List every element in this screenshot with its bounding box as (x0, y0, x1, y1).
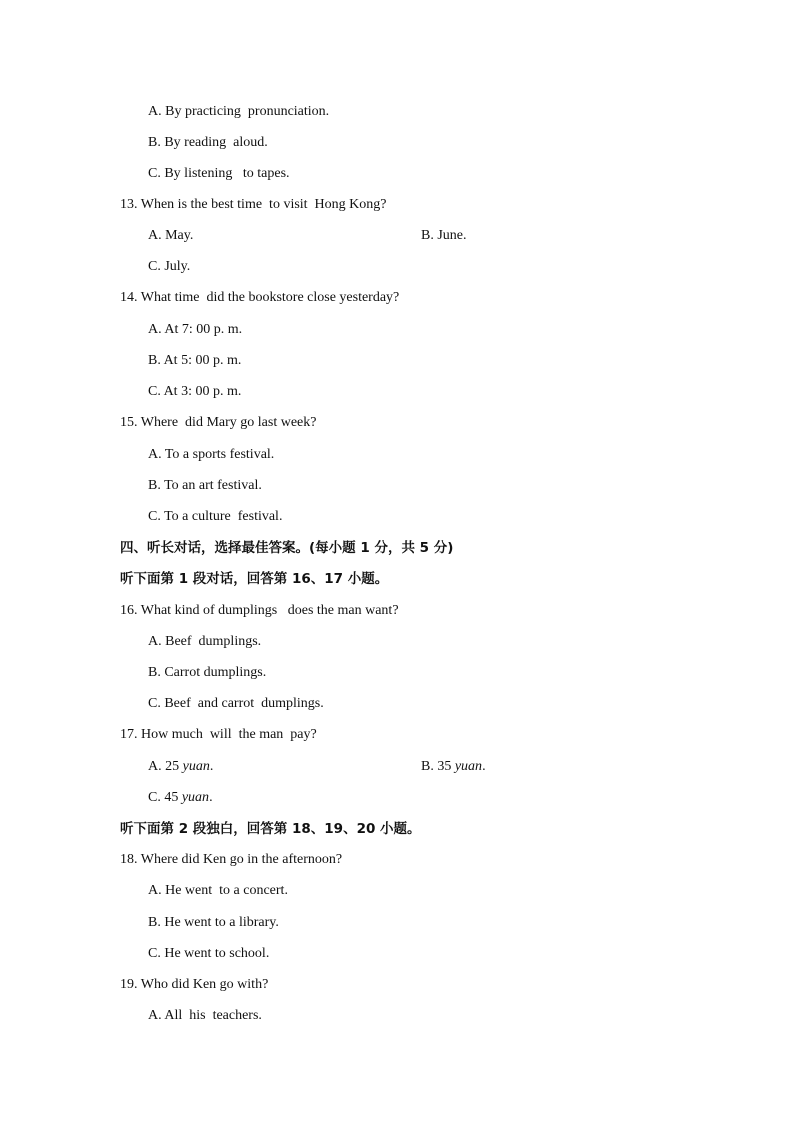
q17-option-c-amount: C. 45 (148, 790, 182, 805)
q12-option-b: B. By reading aloud. (148, 135, 268, 150)
q19-question: 19. Who did Ken go with? (120, 977, 269, 992)
q17-option-b-amount: B. 35 (421, 759, 455, 774)
q16-question: 16. What kind of dumplings does the man want? (120, 603, 399, 618)
q15-question: 15. Where did Mary go last week? (120, 415, 317, 430)
q18-option-c: C. He went to school. (148, 946, 270, 961)
q13-option-a: A. May. (148, 228, 194, 243)
q17-option-a-amount: A. 25 (148, 759, 183, 774)
q17-option-c: C. 45 yuan. (148, 790, 213, 805)
q17-option-a-unit: yuan (182, 759, 210, 774)
q18-question: 18. Where did Ken go in the afternoon? (120, 852, 343, 867)
q13-option-c: C. July. (148, 259, 191, 274)
q12-option-c: C. By listening to tapes. (148, 166, 290, 181)
section-4-part-2-instruction: 听下面第 2 段独白，回答第 18、19、20 小题。 (120, 821, 421, 837)
q18-option-b: B. He went to a library. (148, 915, 279, 930)
q16-option-b: B. Carrot dumplings. (148, 665, 267, 680)
q17-option-a: A. 25 yuan. (148, 759, 214, 774)
q14-option-c: C. At 3: 00 p. m. (148, 384, 242, 399)
q18-option-a: A. He went to a concert. (148, 883, 288, 898)
section-4-heading: 四、听长对话，选择最佳答案。(每小题 1 分，共 5 分) (120, 540, 454, 556)
q15-option-a: A. To a sports festival. (148, 447, 275, 462)
q16-option-a: A. Beef dumplings. (148, 634, 262, 649)
q14-option-b: B. At 5: 00 p. m. (148, 353, 242, 368)
q15-option-c: C. To a culture festival. (148, 509, 283, 524)
q12-option-a: A. By practicing pronunciation. (148, 104, 330, 119)
q14-option-a: A. At 7: 00 p. m. (148, 322, 243, 337)
q17-option-b-unit: yuan (454, 759, 483, 774)
q17-option-b: B. 35 yuan. (421, 759, 486, 774)
q13-option-b: B. June. (421, 228, 467, 243)
q19-option-a: A. All his teachers. (148, 1008, 262, 1023)
q14-question: 14. What time did the bookstore close yesterday? (120, 290, 400, 305)
section-4-part-1-instruction: 听下面第 1 段对话，回答第 16、17 小题。 (120, 571, 389, 587)
q16-option-c: C. Beef and carrot dumplings. (148, 696, 324, 711)
q13-question: 13. When is the best time to visit Hong Kong? (120, 197, 387, 212)
q15-option-b: B. To an art festival. (148, 478, 262, 493)
q17-question: 17. How much will the man pay? (120, 727, 317, 742)
q17-option-c-unit: yuan (181, 790, 210, 805)
